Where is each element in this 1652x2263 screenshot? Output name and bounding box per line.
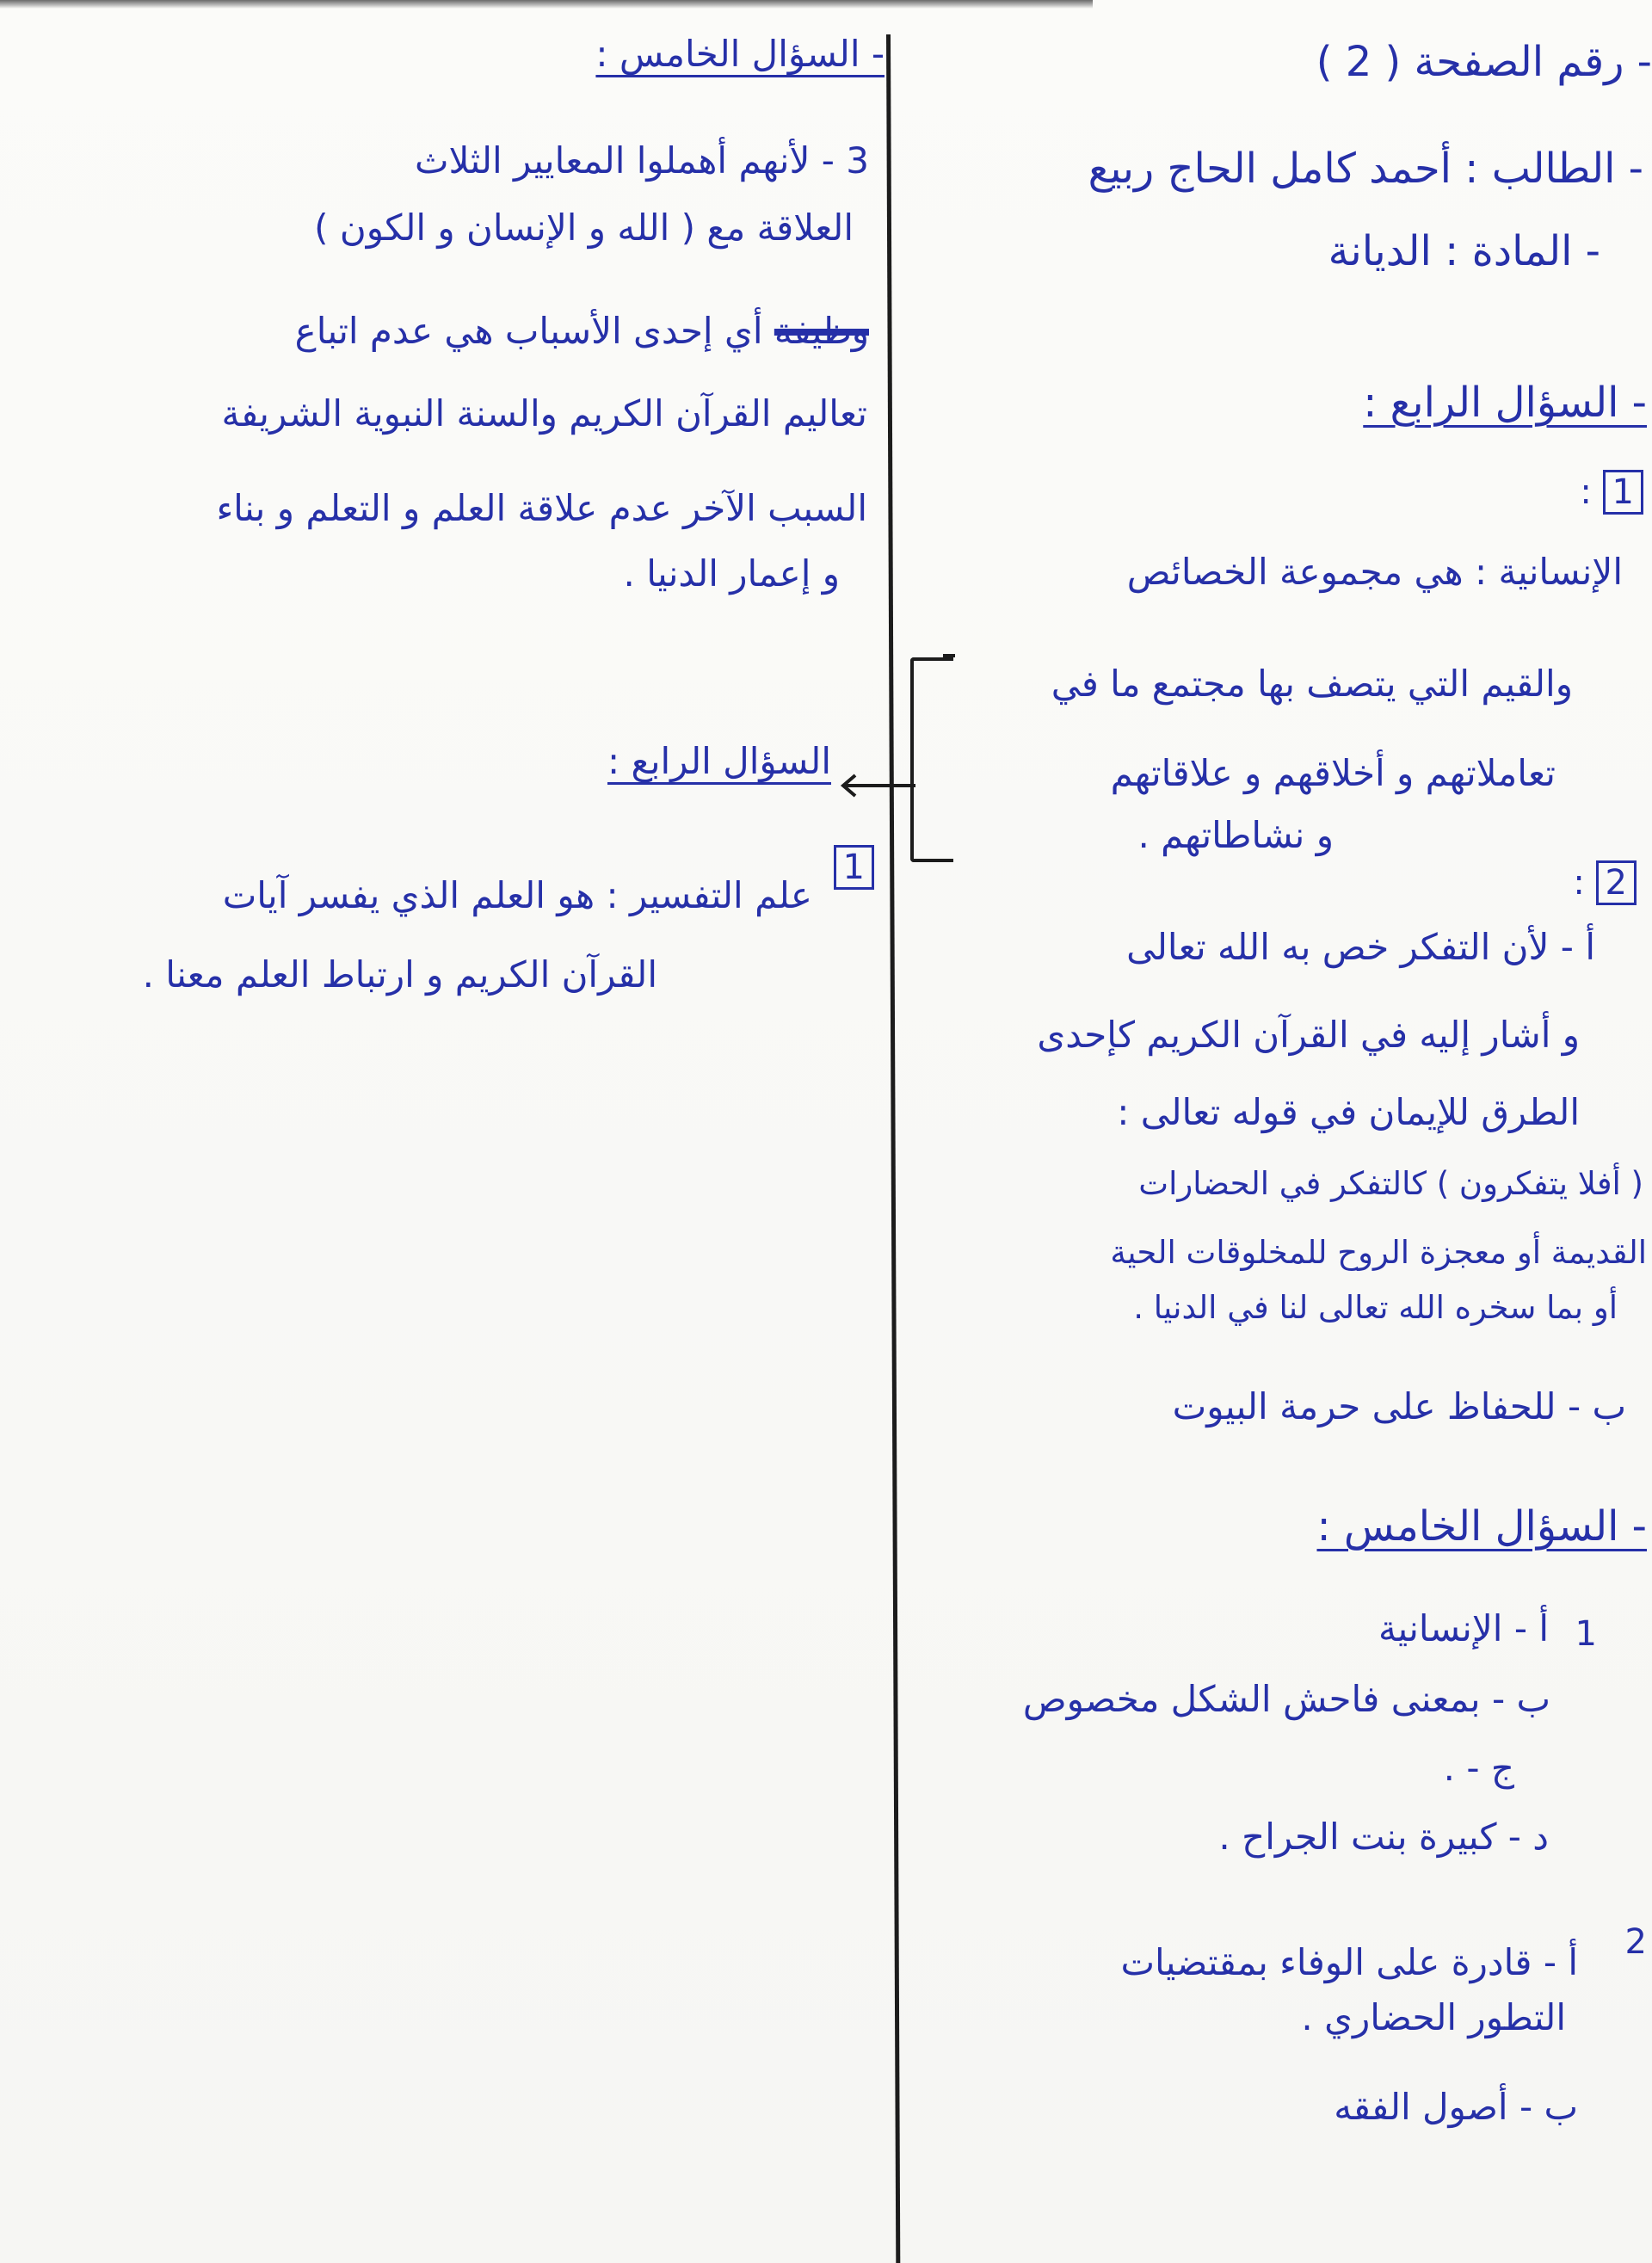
left-q4-item1-line: علم التفسير : هو العلم الذي يفسر آيات <box>222 874 812 916</box>
q4-item2-number: : 2 <box>1573 860 1637 905</box>
q4-item2-line: و أشار إليه في القرآن الكريم كإحدى <box>1037 1014 1580 1056</box>
q4-item2-line: أو بما سخره الله تعالى لنا في الدنيا . <box>1133 1289 1618 1326</box>
left-q5-item3-line: تعاليم القرآن الكريم والسنة النبوية الشريفة <box>221 392 867 435</box>
left-q4-item1-number-box: 1 <box>834 845 874 890</box>
student-name: - الطالب : أحمد كامل الحاج ربيع <box>1088 145 1643 193</box>
q4-item2-line: القديمة أو معجزة الروح للمخلوقات الحية <box>1110 1234 1647 1271</box>
q4-item2-line: الطرق للإيمان في قوله تعالى : <box>1117 1091 1580 1133</box>
q4-item1-line: والقيم التي يتصف بها مجتمع ما في <box>1051 663 1573 705</box>
subject-label: - المادة : الديانة <box>1328 227 1600 275</box>
bracket-mark <box>910 657 953 862</box>
left-q5-item3-line: العلاقة مع ( الله و الإنسان و الكون ) <box>314 207 854 249</box>
q5-part2-line: أ - قادرة على الوفاء بمقتضيات <box>1120 1941 1578 1983</box>
q4-item1-number-box: 1 <box>1603 470 1643 515</box>
column-divider-line <box>886 34 900 2263</box>
q5-part1-line: ج - . <box>1443 1747 1514 1789</box>
q4-item1-line: تعاملاتهم و أخلاقهم و علاقاتهم <box>1110 752 1556 794</box>
left-q5-item3-line: السبب الآخر عدم علاقة العلم و التعلم و بناء <box>216 487 867 529</box>
left-q5-item3-text: أي إحدى الأسباب هي عدم اتباع <box>294 310 763 352</box>
left-q5-item3-line: و إعمار الدنيا . <box>623 552 840 595</box>
q5-part1-number: 1 <box>1575 1614 1597 1654</box>
q4-item2-line: ( أفلا يتفكرون ) كالتفكر في الحضارات <box>1138 1165 1643 1202</box>
q5-part2-number: 2 <box>1624 1922 1647 1962</box>
q5-heading: - السؤال الخامس : <box>1316 1502 1647 1551</box>
q5-part1-line: د - كبيرة بنت الجراح . <box>1218 1816 1549 1858</box>
left-q4-heading: السؤال الرابع : <box>607 740 831 782</box>
arrow-left-icon <box>838 773 917 799</box>
q4-item1-line: الإنسانية : هي مجموعة الخصائص <box>1126 551 1623 593</box>
left-q4-item1-line: القرآن الكريم و ارتباط العلم معنا . <box>142 953 657 996</box>
q5-part1-line: أ - الإنسانية <box>1378 1607 1549 1649</box>
left-q4-item1-number <box>834 845 874 890</box>
q4-item1-number: : 1 <box>1580 470 1643 515</box>
q5-part1-line: ب - بمعنى فاحش الشكل مخصوص <box>1022 1678 1550 1720</box>
q4-item2-line: أ - لأن التفكر خص به الله تعالى <box>1126 926 1595 968</box>
left-q5-heading: - السؤال الخامس : <box>595 33 885 75</box>
q4-item2-b: ب - للحفاظ على حرمة البيوت <box>1172 1385 1626 1427</box>
q5-part2-line: ب - أصول الفقه <box>1334 2086 1578 2128</box>
q4-item2-number-box: 2 <box>1596 860 1637 905</box>
scan-shadow <box>0 0 1093 9</box>
left-q5-item3-line <box>295 310 869 352</box>
left-q5-item3-line: 3 - لأنهم أهملوا المعايير الثلاث <box>414 139 869 182</box>
struck-word: وظيفة <box>774 310 869 352</box>
page-number-label: - رقم الصفحة ( 2 ) <box>1316 38 1652 86</box>
q5-part2-line: التطور الحضاري . <box>1301 1996 1566 2038</box>
q4-heading: - السؤال الرابع : <box>1363 379 1647 427</box>
q4-item1-line: و نشاطاتهم . <box>1137 814 1334 856</box>
